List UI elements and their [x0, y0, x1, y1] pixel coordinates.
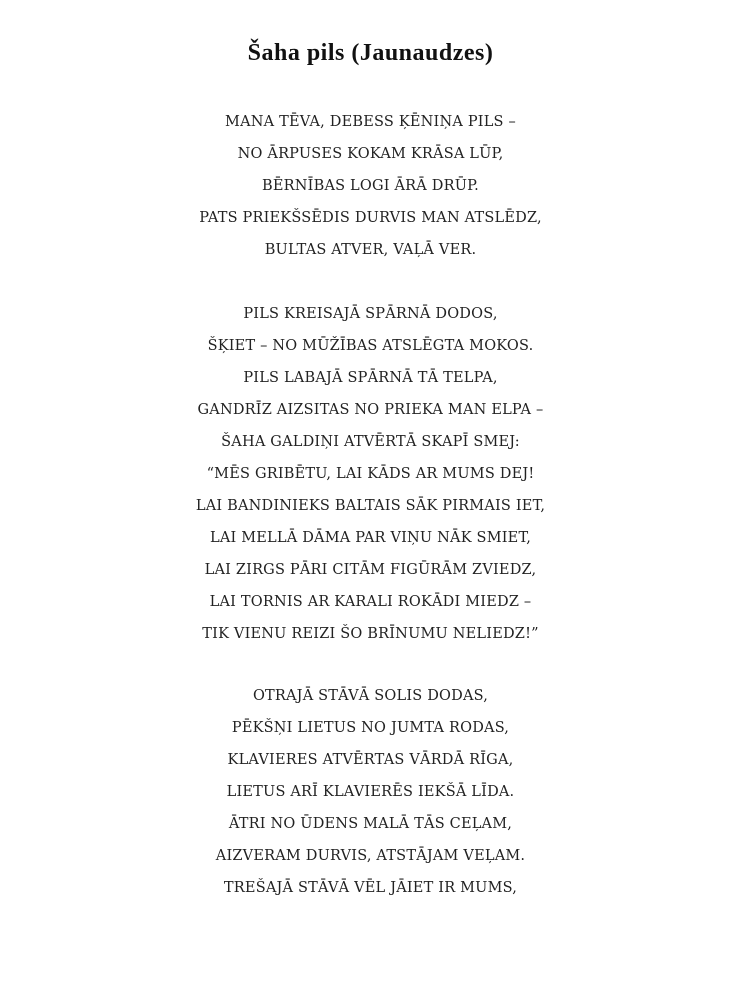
poem-line: LIETUS ARĪ KLAVIERĒS IEKŠĀ LĪDA.: [226, 784, 515, 800]
poem-line: PILS LABAJĀ SPĀRNĀ TĀ TELPA,: [243, 370, 498, 386]
poem-line: NO ĀRPUSES KOKAM KRĀSA LŪP,: [237, 146, 504, 162]
poem-line: BĒRNĪBAS LOGI ĀRĀ DRŪP.: [262, 178, 479, 194]
poem-line: ĀTRI NO ŪDENS MALĀ TĀS CEĻAM,: [228, 816, 513, 832]
poem-line: ŠĶIET – NO MŪŽĪBAS ATSLĒGTA MOKOS.: [207, 338, 534, 354]
stanza-1: [0, 106, 741, 266]
poem-line: MANA TĒVA, DEBESS ĶĒNIŅA PILS –: [225, 114, 516, 130]
poem-line: PĒKŠŅI LIETUS NO JUMTA RODAS,: [231, 720, 510, 736]
poem-line: AIZVERAM DURVIS, ATSTĀJAM VEĻAM.: [215, 848, 526, 864]
poem-title: Šaha pils (Jaunaudzes): [247, 40, 494, 66]
stanza-3: [0, 680, 741, 904]
poem-line: LAI TORNIS AR KARALI ROKĀDI MIEDZ –: [209, 594, 532, 610]
poem-line: OTRAJĀ STĀVĀ SOLIS DODAS,: [252, 688, 489, 704]
poem-line: PILS KREISAJĀ SPĀRNĀ DODOS,: [243, 306, 498, 322]
poem-line: LAI MELLĀ DĀMA PAR VIŅU NĀK SMIET,: [209, 530, 531, 546]
poem-line: KLAVIERES ATVĒRTAS VĀRDĀ RĪGA,: [227, 752, 514, 768]
poem-line: TIK VIENU REIZI ŠO BRĪNUMU NELIEDZ!”: [202, 626, 539, 642]
poem-line: BULTAS ATVER, VAĻĀ VER.: [264, 242, 477, 258]
poem-line: “MĒS GRIBĒTU, LAI KĀDS AR MUMS DEJ!: [206, 466, 535, 482]
poem-line: ŠAHA GALDIŅI ATVĒRTĀ SKAPĪ SMEJ:: [221, 434, 520, 450]
poem-line: TREŠAJĀ STĀVĀ VĒL JĀIET IR MUMS,: [223, 880, 518, 896]
stanza-2: [0, 298, 741, 650]
poem-line: GANDRĪZ AIZSITAS NO PRIEKA MAN ELPA –: [197, 402, 544, 418]
poem-line: PATS PRIEKŠSĒDIS DURVIS MAN ATSLĒDZ,: [199, 210, 542, 226]
poem-line: LAI BANDINIEKS BALTAIS SĀK PIRMAIS IET,: [195, 498, 546, 514]
poem-line: LAI ZIRGS PĀRI CITĀM FIGŪRĀM ZVIEDZ,: [204, 562, 537, 578]
